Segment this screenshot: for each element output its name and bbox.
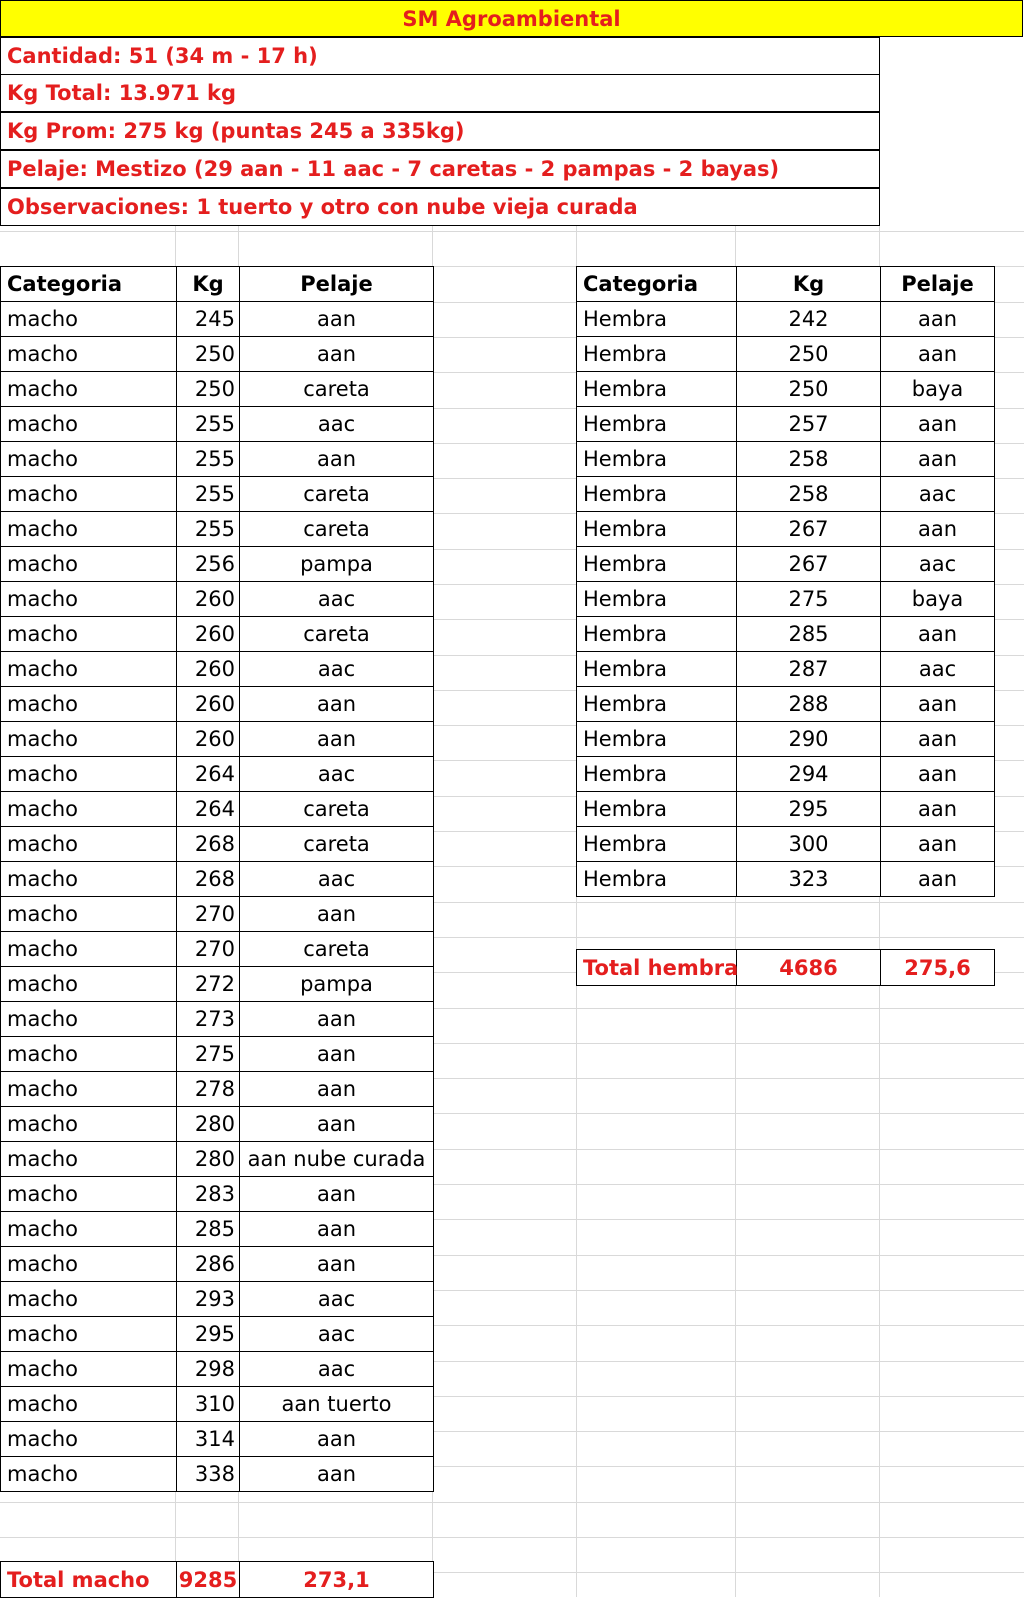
hembra-row <box>577 337 995 372</box>
macho-pelaje-cell[interactable]: aan <box>240 1457 434 1492</box>
macho-kg-cell[interactable]: 255 <box>177 442 240 477</box>
hembra-row <box>577 512 995 547</box>
macho-categoria-cell[interactable]: macho <box>1 1037 177 1072</box>
macho-categoria-cell[interactable]: macho <box>1 1002 177 1037</box>
hembra-row <box>577 757 995 792</box>
hembra-categoria-cell[interactable]: Hembra <box>577 512 737 547</box>
macho-row <box>1 1177 434 1212</box>
total-macho-kg[interactable]: 9285 <box>177 1562 240 1598</box>
macho-row <box>1 757 434 792</box>
macho-row <box>1 547 434 582</box>
macho-categoria-cell[interactable]: macho <box>1 582 177 617</box>
macho-kg-cell[interactable]: 298 <box>177 1352 240 1387</box>
macho-pelaje-cell[interactable]: aan <box>240 1247 434 1282</box>
hembra-pelaje-cell[interactable]: aac <box>881 652 995 687</box>
macho-categoria-cell[interactable]: macho <box>1 1282 177 1317</box>
macho-kg-cell[interactable]: 268 <box>177 827 240 862</box>
macho-kg-cell[interactable]: 285 <box>177 1212 240 1247</box>
macho-row <box>1 687 434 722</box>
macho-pelaje-cell[interactable]: aan <box>240 1037 434 1072</box>
macho-kg-cell[interactable]: 264 <box>177 757 240 792</box>
macho-categoria-cell[interactable]: macho <box>1 1177 177 1212</box>
macho-categoria-cell[interactable]: macho <box>1 1142 177 1177</box>
hembra-row <box>577 652 995 687</box>
macho-kg-cell[interactable]: 245 <box>177 302 240 337</box>
hembra-categoria-cell[interactable]: Hembra <box>577 547 737 582</box>
hembra-pelaje-cell[interactable]: aan <box>881 722 995 757</box>
macho-pelaje-cell[interactable]: aac <box>240 652 434 687</box>
hembra-pelaje-cell[interactable]: aan <box>881 827 995 862</box>
macho-row <box>1 442 434 477</box>
hembra-kg-cell[interactable]: 257 <box>737 407 881 442</box>
macho-categoria-cell[interactable]: macho <box>1 967 177 1002</box>
macho-pelaje-cell[interactable]: aac <box>240 407 434 442</box>
macho-row <box>1 1317 434 1352</box>
macho-row <box>1 372 434 407</box>
hembra-kg-cell[interactable]: 285 <box>737 617 881 652</box>
macho-categoria-cell[interactable]: macho <box>1 1212 177 1247</box>
macho-pelaje-cell[interactable]: careta <box>240 932 434 967</box>
total-hembra-kg[interactable]: 4686 <box>737 950 881 986</box>
macho-pelaje-cell[interactable]: aac <box>240 1282 434 1317</box>
macho-row <box>1 582 434 617</box>
macho-row <box>1 617 434 652</box>
summary-cantidad[interactable]: Cantidad: 51 (34 m - 17 h) <box>0 37 880 75</box>
macho-pelaje-cell[interactable]: careta <box>240 512 434 547</box>
summary-pelaje[interactable]: Pelaje: Mestizo (29 aan - 11 aac - 7 caretas - 2 pampas - 2 bayas) <box>0 150 880 188</box>
macho-categoria-cell[interactable]: macho <box>1 442 177 477</box>
macho-pelaje-cell[interactable]: aac <box>240 1317 434 1352</box>
macho-pelaje-cell[interactable]: aan <box>240 1072 434 1107</box>
hembra-categoria-cell[interactable]: Hembra <box>577 722 737 757</box>
hembra-pelaje-cell[interactable]: aan <box>881 757 995 792</box>
header-row <box>577 267 995 302</box>
macho-pelaje-cell[interactable]: careta <box>240 477 434 512</box>
hembra-categoria-cell[interactable]: Hembra <box>577 757 737 792</box>
hembra-categoria-cell[interactable]: Hembra <box>577 827 737 862</box>
macho-pelaje-cell[interactable]: aac <box>240 582 434 617</box>
hembra-kg-cell[interactable]: 288 <box>737 687 881 722</box>
macho-row <box>1 897 434 932</box>
header-kg[interactable]: Kg <box>177 267 240 302</box>
macho-row <box>1 722 434 757</box>
hembra-categoria-cell[interactable]: Hembra <box>577 477 737 512</box>
macho-pelaje-cell[interactable]: aan nube curada <box>240 1142 434 1177</box>
macho-kg-cell[interactable]: 275 <box>177 1037 240 1072</box>
macho-categoria-cell[interactable]: macho <box>1 1352 177 1387</box>
macho-kg-cell[interactable]: 278 <box>177 1072 240 1107</box>
summary-kg-total[interactable]: Kg Total: 13.971 kg <box>0 74 880 112</box>
summary-observaciones[interactable]: Observaciones: 1 tuerto y otro con nube vieja curada <box>0 188 880 226</box>
hembra-kg-cell[interactable]: 290 <box>737 722 881 757</box>
macho-row <box>1 1037 434 1072</box>
macho-pelaje-cell[interactable]: aac <box>240 757 434 792</box>
macho-categoria-cell[interactable]: macho <box>1 1107 177 1142</box>
macho-categoria-cell[interactable]: macho <box>1 792 177 827</box>
macho-categoria-cell[interactable]: macho <box>1 1422 177 1457</box>
total-hembra-label[interactable]: Total hembra <box>577 950 737 986</box>
hembra-pelaje-cell[interactable]: baya <box>881 372 995 407</box>
macho-categoria-cell[interactable]: macho <box>1 512 177 547</box>
macho-categoria-cell[interactable]: macho <box>1 827 177 862</box>
macho-kg-cell[interactable]: 338 <box>177 1457 240 1492</box>
macho-pelaje-cell[interactable]: aan <box>240 1002 434 1037</box>
hembra-row <box>577 827 995 862</box>
macho-categoria-cell[interactable]: macho <box>1 1457 177 1492</box>
macho-row <box>1 862 434 897</box>
hembra-kg-cell[interactable]: 294 <box>737 757 881 792</box>
hembra-kg-cell[interactable]: 295 <box>737 792 881 827</box>
macho-pelaje-cell[interactable]: careta <box>240 372 434 407</box>
hembra-categoria-cell[interactable]: Hembra <box>577 302 737 337</box>
macho-kg-cell[interactable]: 260 <box>177 652 240 687</box>
hembra-row <box>577 792 995 827</box>
macho-row <box>1 1457 434 1492</box>
macho-kg-cell[interactable]: 250 <box>177 372 240 407</box>
macho-row <box>1 827 434 862</box>
macho-row <box>1 1212 434 1247</box>
hembra-categoria-cell[interactable]: Hembra <box>577 792 737 827</box>
macho-row <box>1 1387 434 1422</box>
header-kg[interactable]: Kg <box>737 267 881 302</box>
hembra-categoria-cell[interactable]: Hembra <box>577 687 737 722</box>
total-hembra-prom[interactable]: 275,6 <box>881 950 995 986</box>
hembra-kg-cell[interactable]: 250 <box>737 372 881 407</box>
macho-kg-cell[interactable]: 283 <box>177 1177 240 1212</box>
macho-row <box>1 1002 434 1037</box>
hembra-row <box>577 302 995 337</box>
sheet-title[interactable]: SM Agroambiental <box>0 0 1023 37</box>
macho-pelaje-cell[interactable]: careta <box>240 792 434 827</box>
macho-row <box>1 1422 434 1457</box>
hembra-pelaje-cell[interactable]: aan <box>881 792 995 827</box>
macho-pelaje-cell[interactable]: careta <box>240 827 434 862</box>
macho-categoria-cell[interactable]: macho <box>1 547 177 582</box>
hembra-kg-cell[interactable]: 258 <box>737 477 881 512</box>
machos-table <box>0 266 434 1492</box>
grid-line <box>0 1502 1024 1503</box>
hembra-categoria-cell[interactable]: Hembra <box>577 372 737 407</box>
macho-pelaje-cell[interactable]: aac <box>240 862 434 897</box>
hembra-pelaje-cell[interactable]: aan <box>881 302 995 337</box>
macho-row <box>1 652 434 687</box>
macho-pelaje-cell[interactable]: aan <box>240 302 434 337</box>
grid-line <box>0 1537 1024 1538</box>
macho-categoria-cell[interactable]: macho <box>1 477 177 512</box>
macho-kg-cell[interactable]: 293 <box>177 1282 240 1317</box>
hembra-kg-cell[interactable]: 250 <box>737 337 881 372</box>
hembra-row <box>577 407 995 442</box>
macho-kg-cell[interactable]: 256 <box>177 547 240 582</box>
macho-row <box>1 1072 434 1107</box>
macho-categoria-cell[interactable]: macho <box>1 1072 177 1107</box>
macho-categoria-cell[interactable]: macho <box>1 302 177 337</box>
macho-row <box>1 1247 434 1282</box>
macho-kg-cell[interactable]: 270 <box>177 932 240 967</box>
macho-kg-cell[interactable]: 280 <box>177 1107 240 1142</box>
macho-row <box>1 792 434 827</box>
macho-row <box>1 1282 434 1317</box>
macho-categoria-cell[interactable]: macho <box>1 687 177 722</box>
macho-categoria-cell[interactable]: macho <box>1 617 177 652</box>
hembra-categoria-cell[interactable]: Hembra <box>577 337 737 372</box>
header-categoria[interactable]: Categoria <box>577 267 737 302</box>
macho-pelaje-cell[interactable]: aac <box>240 1352 434 1387</box>
macho-kg-cell[interactable]: 260 <box>177 687 240 722</box>
macho-categoria-cell[interactable]: macho <box>1 407 177 442</box>
hembra-categoria-cell[interactable]: Hembra <box>577 442 737 477</box>
hembra-row <box>577 477 995 512</box>
macho-pelaje-cell[interactable]: pampa <box>240 547 434 582</box>
macho-row <box>1 337 434 372</box>
macho-row <box>1 477 434 512</box>
hembra-pelaje-cell[interactable]: aan <box>881 337 995 372</box>
hembras-table <box>576 266 995 897</box>
macho-kg-cell[interactable]: 264 <box>177 792 240 827</box>
macho-pelaje-cell[interactable]: aan <box>240 1107 434 1142</box>
hembra-kg-cell[interactable]: 275 <box>737 582 881 617</box>
macho-kg-cell[interactable]: 250 <box>177 337 240 372</box>
macho-pelaje-cell[interactable]: aan <box>240 1212 434 1247</box>
macho-categoria-cell[interactable]: macho <box>1 1387 177 1422</box>
header-row <box>1 267 434 302</box>
hembra-kg-cell[interactable]: 258 <box>737 442 881 477</box>
macho-row <box>1 407 434 442</box>
macho-pelaje-cell[interactable]: aan <box>240 337 434 372</box>
total-macho-row <box>0 1561 434 1598</box>
hembra-categoria-cell[interactable]: Hembra <box>577 652 737 687</box>
hembra-row <box>577 687 995 722</box>
hembra-row <box>577 372 995 407</box>
hembra-pelaje-cell[interactable]: aan <box>881 687 995 722</box>
hembra-row <box>577 862 995 897</box>
hembra-categoria-cell[interactable]: Hembra <box>577 617 737 652</box>
macho-categoria-cell[interactable]: macho <box>1 722 177 757</box>
hembra-row <box>577 722 995 757</box>
hembra-pelaje-cell[interactable]: aac <box>881 547 995 582</box>
macho-pelaje-cell[interactable]: aan <box>240 442 434 477</box>
hembra-pelaje-cell[interactable]: aan <box>881 442 995 477</box>
hembra-row <box>577 617 995 652</box>
macho-kg-cell[interactable]: 268 <box>177 862 240 897</box>
macho-kg-cell[interactable]: 270 <box>177 897 240 932</box>
hembra-kg-cell[interactable]: 267 <box>737 547 881 582</box>
macho-pelaje-cell[interactable]: careta <box>240 617 434 652</box>
hembra-pelaje-cell[interactable]: aan <box>881 862 995 897</box>
hembra-kg-cell[interactable]: 300 <box>737 827 881 862</box>
hembra-categoria-cell[interactable]: Hembra <box>577 582 737 617</box>
macho-pelaje-cell[interactable]: pampa <box>240 967 434 1002</box>
total-macho-prom[interactable]: 273,1 <box>240 1562 434 1598</box>
macho-kg-cell[interactable]: 295 <box>177 1317 240 1352</box>
macho-pelaje-cell[interactable]: aan <box>240 1422 434 1457</box>
macho-pelaje-cell[interactable]: aan <box>240 1177 434 1212</box>
macho-row <box>1 1107 434 1142</box>
macho-kg-cell[interactable]: 255 <box>177 477 240 512</box>
macho-kg-cell[interactable]: 255 <box>177 512 240 547</box>
macho-categoria-cell[interactable]: macho <box>1 652 177 687</box>
macho-pelaje-cell[interactable]: aan <box>240 722 434 757</box>
macho-categoria-cell[interactable]: macho <box>1 1247 177 1282</box>
header-pelaje[interactable]: Pelaje <box>240 267 434 302</box>
macho-pelaje-cell[interactable]: aan <box>240 897 434 932</box>
macho-kg-cell[interactable]: 255 <box>177 407 240 442</box>
macho-categoria-cell[interactable]: macho <box>1 1317 177 1352</box>
grid-line <box>0 231 1024 232</box>
macho-kg-cell[interactable]: 280 <box>177 1142 240 1177</box>
macho-row <box>1 932 434 967</box>
summary-kg-prom[interactable]: Kg Prom: 275 kg (puntas 245 a 335kg) <box>0 112 880 150</box>
macho-categoria-cell[interactable]: macho <box>1 337 177 372</box>
hembra-kg-cell[interactable]: 287 <box>737 652 881 687</box>
macho-kg-cell[interactable]: 314 <box>177 1422 240 1457</box>
macho-kg-cell[interactable]: 260 <box>177 582 240 617</box>
macho-categoria-cell[interactable]: macho <box>1 932 177 967</box>
hembra-kg-cell[interactable]: 267 <box>737 512 881 547</box>
hembra-categoria-cell[interactable]: Hembra <box>577 862 737 897</box>
macho-row <box>1 1142 434 1177</box>
macho-categoria-cell[interactable]: macho <box>1 757 177 792</box>
total-macho-label[interactable]: Total macho <box>1 1562 177 1598</box>
macho-kg-cell[interactable]: 273 <box>177 1002 240 1037</box>
macho-pelaje-cell[interactable]: aan tuerto <box>240 1387 434 1422</box>
hembra-pelaje-cell[interactable]: aac <box>881 477 995 512</box>
macho-kg-cell[interactable]: 260 <box>177 617 240 652</box>
macho-kg-cell[interactable]: 260 <box>177 722 240 757</box>
hembra-pelaje-cell[interactable]: aan <box>881 407 995 442</box>
hembra-pelaje-cell[interactable]: aan <box>881 617 995 652</box>
macho-kg-cell[interactable]: 310 <box>177 1387 240 1422</box>
header-pelaje[interactable]: Pelaje <box>881 267 995 302</box>
macho-row <box>1 1352 434 1387</box>
macho-row <box>1 302 434 337</box>
header-categoria[interactable]: Categoria <box>1 267 177 302</box>
hembra-row <box>577 547 995 582</box>
macho-categoria-cell[interactable]: macho <box>1 372 177 407</box>
macho-row <box>1 512 434 547</box>
macho-kg-cell[interactable]: 286 <box>177 1247 240 1282</box>
hembra-row <box>577 442 995 477</box>
hembra-row <box>577 582 995 617</box>
macho-pelaje-cell[interactable]: aan <box>240 687 434 722</box>
macho-kg-cell[interactable]: 272 <box>177 967 240 1002</box>
macho-row <box>1 967 434 1002</box>
hembra-categoria-cell[interactable]: Hembra <box>577 407 737 442</box>
macho-categoria-cell[interactable]: macho <box>1 862 177 897</box>
hembra-kg-cell[interactable]: 242 <box>737 302 881 337</box>
hembra-pelaje-cell[interactable]: baya <box>881 582 995 617</box>
total-hembra-row <box>576 949 995 986</box>
hembra-pelaje-cell[interactable]: aan <box>881 512 995 547</box>
hembra-kg-cell[interactable]: 323 <box>737 862 881 897</box>
macho-categoria-cell[interactable]: macho <box>1 897 177 932</box>
